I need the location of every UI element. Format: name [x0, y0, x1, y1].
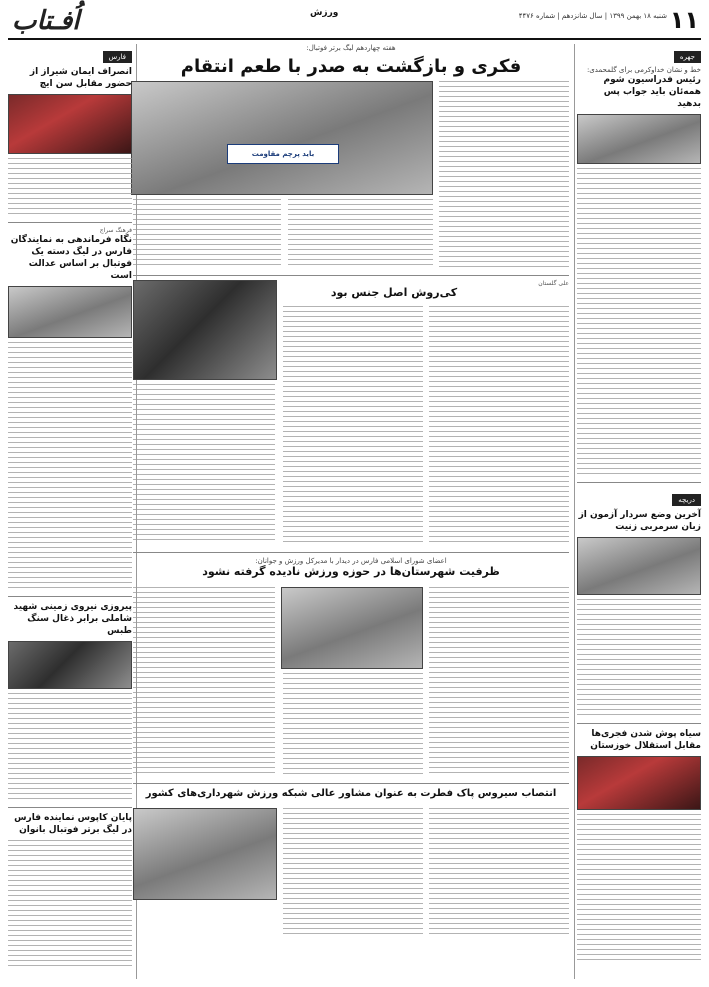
section-title: ورزش [310, 8, 339, 18]
left-headline-1: انصراف ایمان شیراز از حضور مقابل سن ایچ [29, 67, 132, 89]
left-tag: فارس [103, 51, 132, 63]
portrait-photo [133, 280, 277, 380]
main-column [133, 44, 569, 979]
column-divider [574, 44, 575, 979]
second-story [133, 280, 569, 548]
right-headline-3: سیاه پوش شدن فجری‌ها مقابل استقلال خوزستان [590, 729, 701, 751]
left-text-3 [8, 693, 132, 803]
header-rule [8, 38, 701, 40]
right-headline: رئیس فدراسیون شوم همه‌ئان باید جواب پس بدهید [603, 75, 701, 109]
fourth-text-1 [429, 808, 569, 934]
third-headline: ظرفیت شهرستان‌ها در حوزه ورزش نادیده گرفته نشود [202, 565, 500, 578]
right-headline-2: آخرین وضع سردار آزمون از زبان سرمربی زنیت [578, 510, 701, 532]
main-text-col-1 [439, 81, 569, 267]
photo-banner: باید پرچم مقاومت [227, 144, 339, 164]
second-text-1 [429, 306, 569, 544]
second-byline: علی گلستان [538, 280, 569, 287]
main-text-col-3 [133, 199, 281, 267]
third-story [133, 557, 569, 779]
third-text-1 [429, 587, 569, 775]
left-text-4 [8, 840, 132, 970]
page-number: ۱۱ [669, 6, 699, 34]
right-column [577, 44, 701, 979]
second-text-2 [283, 306, 423, 544]
left-text-1 [8, 158, 132, 218]
left-headline-4: پایان کاپوس نماینده فارس در لیگ برتر فوتبال بانوان [14, 813, 132, 835]
fourth-headline: انتصاب سیروس پاک فطرت به عنوان مشاور عالی شبکه ورزش شهرداری‌های کشور [145, 788, 557, 799]
right-photo-3 [577, 756, 701, 810]
official-photo [133, 808, 277, 900]
main-kicker: هفته چهاردهم لیگ برتر فوتبال: [306, 44, 396, 52]
right-photo [577, 114, 701, 164]
meeting-photo [281, 587, 423, 669]
fourth-story [133, 788, 569, 938]
left-headline-2: نگاه فرماندهی به نمایندگان فارس در لیگ دسته یک فوتبال بر اساس عدالت است [10, 235, 132, 281]
third-text-2 [283, 673, 423, 775]
main-text-col-2 [288, 199, 433, 267]
main-team-photo [131, 81, 433, 195]
right-text-2 [577, 599, 701, 719]
newspaper-logo: اُفـتاب [12, 6, 80, 36]
right-tag-2: دریچه [672, 494, 701, 506]
date-line: شنبه ۱۸ بهمن ۱۳۹۹ | سال شانزدهم | شماره ۴۴۷۶ [518, 12, 667, 20]
left-column [8, 44, 132, 979]
right-kicker: خط و نشان خداوکرمی برای گلمحمدی: [586, 66, 701, 74]
right-tag: جهره [674, 51, 701, 63]
left-photo-3 [8, 641, 132, 689]
main-headline: فکری و بازگشت به صدر با طعم انتقام [180, 56, 522, 77]
third-text-3 [133, 587, 275, 775]
left-headline-3: پیروزی نیروی زمینی شهید شاملی برابر ذغال سنگ طبس [13, 602, 132, 636]
left-photo-2 [8, 286, 132, 338]
second-headline: کی‌روش اصل جنس بود [330, 286, 458, 299]
fourth-text-2 [283, 808, 423, 934]
right-text [577, 168, 701, 478]
third-kicker: اعضای شورای اسلامی فارس در دیدار با مدیرکل ورزش و جوانان: [255, 557, 447, 565]
right-text-3 [577, 814, 701, 964]
right-photo-2 [577, 537, 701, 595]
main-story-body [133, 81, 569, 271]
left-byline-2: فرهنگ سراج [99, 227, 132, 234]
left-photo-1 [8, 94, 132, 154]
left-text-2 [8, 342, 132, 592]
second-text-3 [133, 384, 275, 544]
